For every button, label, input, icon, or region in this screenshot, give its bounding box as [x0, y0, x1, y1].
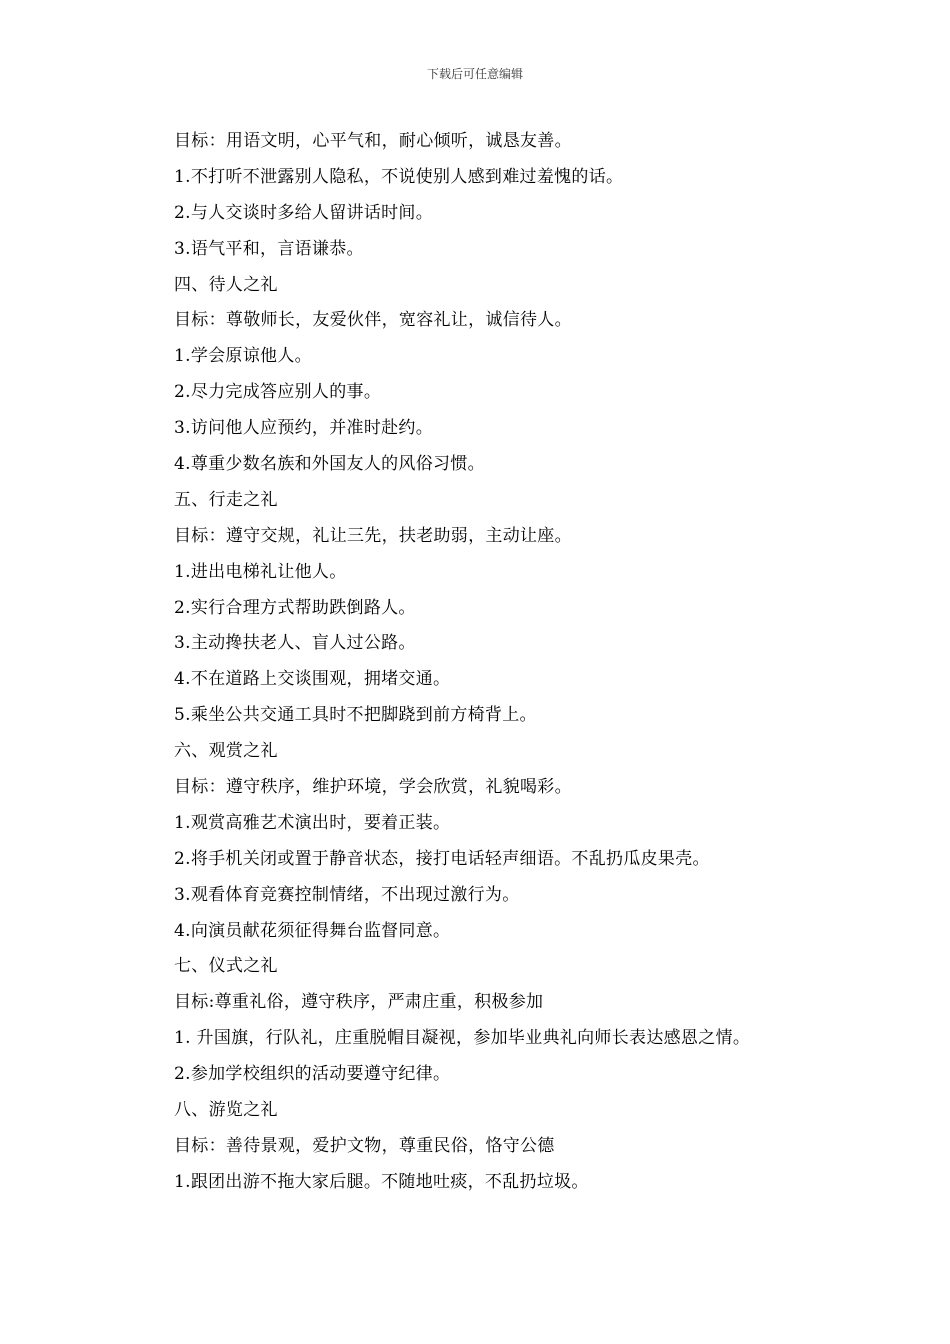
text-line: 目标：遵守秩序，维护环境，学会欣赏，礼貌喝彩。	[174, 777, 572, 798]
text-line: 5.乘坐公共交通工具时不把脚跷到前方椅背上。	[174, 705, 537, 726]
page-header: 下载后可任意编辑	[426, 67, 523, 81]
text-line: 2.尽力完成答应别人的事。	[174, 382, 382, 403]
text-line: 2.与人交谈时多给人留讲话时间。	[174, 202, 434, 223]
text-line: 目标:尊重礼俗，遵守秩序，严肃庄重，积极参加	[174, 992, 544, 1013]
text-line: 1.不打听不泄露别人隐私，不说使别人感到难过羞愧的话。	[174, 166, 624, 187]
section-heading: 八、游览之礼	[174, 1100, 278, 1121]
text-line: 目标：遵守交规，礼让三先，扶老助弱，主动让座。	[174, 525, 572, 546]
text-line: 2.实行合理方式帮助跌倒路人。	[174, 597, 416, 618]
text-line: 3.访问他人应预约，并准时赴约。	[174, 418, 434, 439]
text-line: 1.观赏高雅艺术演出时，要着正装。	[174, 812, 451, 833]
section-heading: 四、待人之礼	[174, 274, 278, 295]
section-heading: 七、仪式之礼	[174, 956, 278, 977]
text-line: 1. 升国旗，行队礼，庄重脱帽目凝视，参加毕业典礼向师长表达感恩之情。	[174, 1028, 751, 1049]
section-heading: 六、观赏之礼	[174, 741, 278, 762]
text-line: 4.不在道路上交谈围观，拥堵交通。	[174, 669, 451, 690]
text-line: 1.跟团出游不拖大家后腿。不随地吐痰，不乱扔垃圾。	[174, 1171, 589, 1192]
text-line: 4.向演员献花须征得舞台监督同意。	[174, 920, 451, 941]
text-line: 1.进出电梯礼让他人。	[174, 561, 347, 582]
text-line: 3.语气平和，言语谦恭。	[174, 238, 364, 259]
text-line: 4.尊重少数名族和外国友人的风俗习惯。	[174, 454, 485, 475]
text-line: 目标：尊敬师长，友爱伙伴，宽容礼让，诚信待人。	[174, 310, 572, 331]
document-body	[174, 124, 834, 1201]
text-line: 2.参加学校组织的活动要遵守纪律。	[174, 1064, 451, 1085]
text-line: 目标：善待景观，爱护文物，尊重民俗，恪守公德	[174, 1135, 555, 1156]
text-line: 1.学会原谅他人。	[174, 346, 312, 367]
text-line: 2.将手机关闭或置于静音状态，接打电话轻声细语。不乱扔瓜皮果壳。	[174, 848, 710, 869]
text-line: 目标：用语文明，心平气和，耐心倾听，诚恳友善。	[174, 131, 572, 151]
section-heading: 五、行走之礼	[174, 489, 278, 510]
text-line: 3.主动搀扶老人、盲人过公路。	[174, 633, 416, 654]
text-line: 3.观看体育竞赛控制情绪，不出现过激行为。	[174, 884, 520, 905]
